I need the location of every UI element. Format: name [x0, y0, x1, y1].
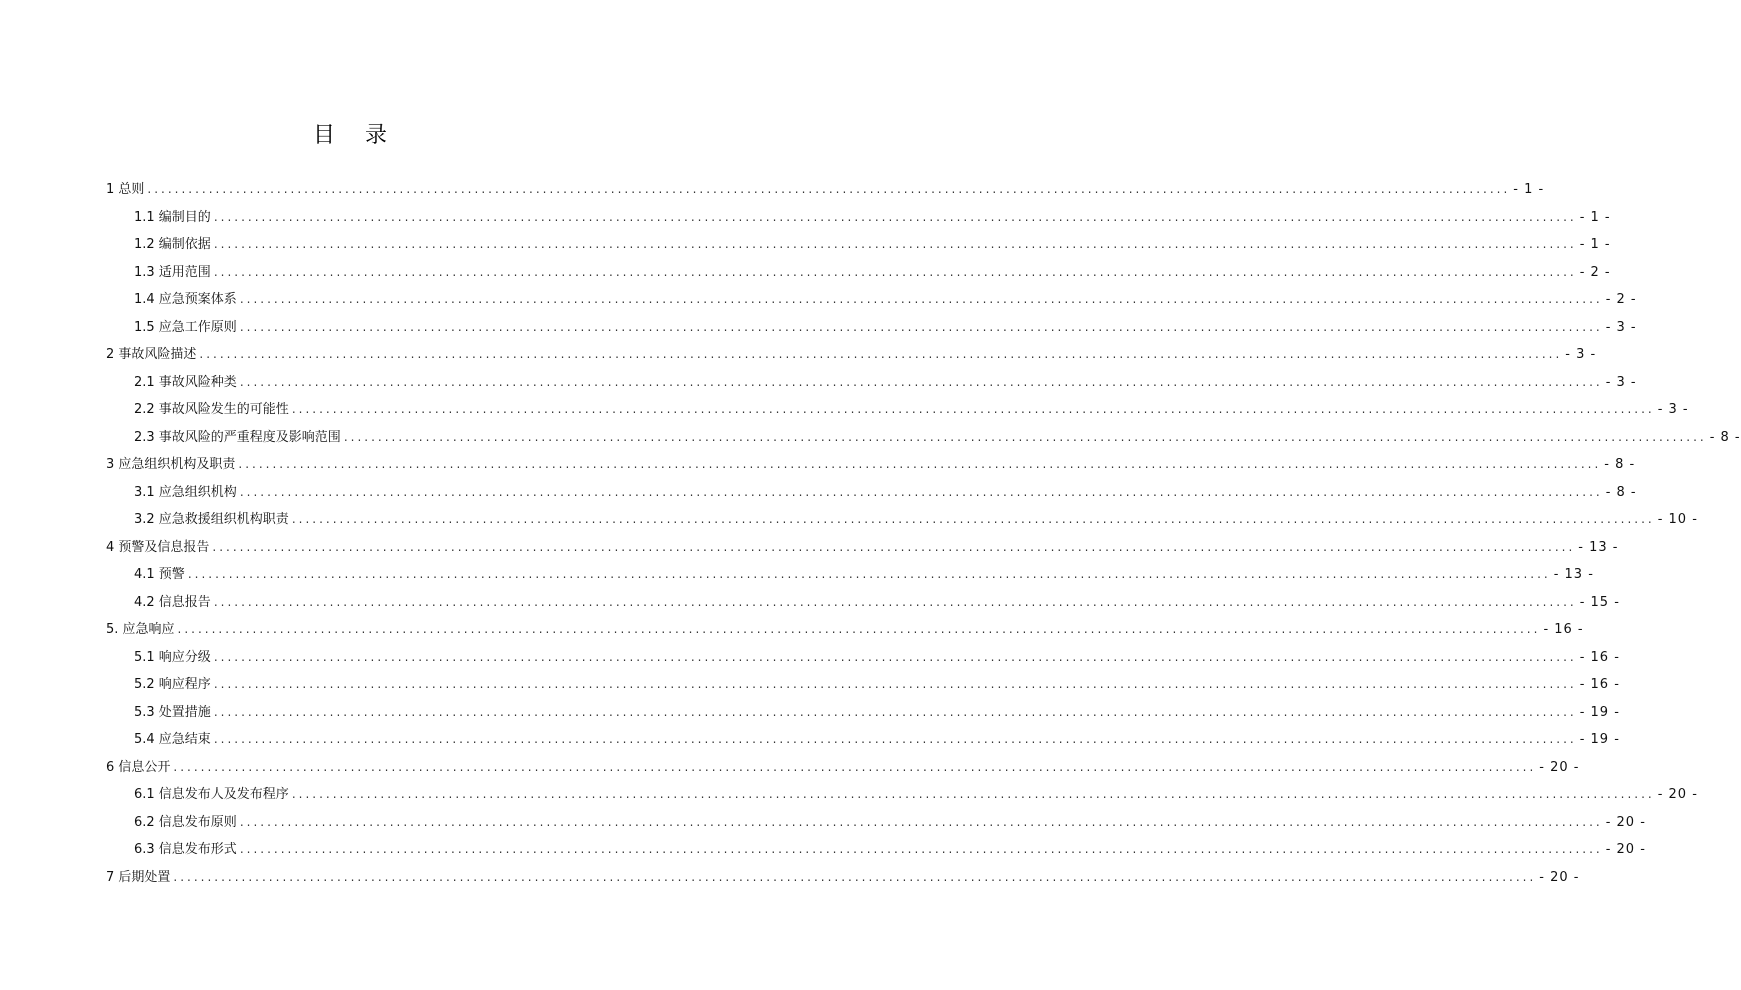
toc-dot-leader: ........................................................................................................................................................................................................	[239, 374, 1603, 389]
toc-dot-leader: ........................................................................................................................................................................................................	[239, 814, 1603, 829]
toc-entry-label: 5.1 响应分级	[134, 649, 211, 665]
toc-entry-label: 5.2 响应程序	[134, 677, 211, 692]
toc-page-number: - 20 -	[1539, 759, 1580, 775]
toc-page-number: - 20 -	[1605, 814, 1646, 830]
toc-entry-label: 5. 应急响应	[106, 622, 175, 637]
toc-entry-label: 1.4 应急预案体系	[134, 292, 237, 307]
toc-entry-label: 5.3 处置措施	[134, 704, 211, 720]
toc-dot-leader: ........................................................................................................................................................................................................	[343, 429, 1707, 444]
toc-page-number: - 3 -	[1565, 347, 1597, 362]
toc-entry[interactable]	[106, 231, 1611, 259]
toc-dot-leader: ........................................................................................................................................................................................................	[213, 704, 1577, 719]
toc-entry[interactable]	[106, 341, 1597, 369]
toc-dot-leader: ........................................................................................................................................................................................................	[239, 319, 1603, 334]
toc-page-number: - 1 -	[1579, 209, 1611, 225]
page-title: 目录	[312, 123, 417, 148]
toc-dot-leader: ........................................................................................................................................................................................................	[213, 264, 1577, 279]
toc-entry-label: 4.2 信息报告	[134, 594, 211, 610]
toc-dot-leader: ........................................................................................................................................................................................................	[187, 567, 1551, 581]
toc-dot-leader: ........................................................................................................................................................................................................	[213, 677, 1577, 691]
toc-page-number: - 20 -	[1605, 842, 1646, 857]
toc-entry-label: 2.1 事故风险种类	[134, 374, 237, 390]
toc-dot-leader: ........................................................................................................................................................................................................	[199, 347, 1563, 361]
toc-page-number: - 1 -	[1513, 182, 1545, 197]
toc-page-number: - 8 -	[1709, 429, 1741, 445]
toc-dot-leader: ........................................................................................................................................................................................................	[173, 759, 1537, 774]
toc-dot-leader: ........................................................................................................................................................................................................	[213, 209, 1577, 224]
toc-entry[interactable]	[106, 424, 1741, 452]
toc-page-number: - 1 -	[1579, 237, 1611, 252]
toc-dot-leader: ........................................................................................................................................................................................................	[213, 649, 1577, 664]
toc-page-number: - 13 -	[1553, 567, 1594, 582]
toc-page-number: - 20 -	[1657, 787, 1698, 802]
toc-page-number: - 8 -	[1605, 484, 1637, 500]
toc-page-number: - 15 -	[1579, 594, 1620, 610]
toc-dot-leader: ........................................................................................................................................................................................................	[212, 539, 1576, 554]
toc-dot-leader: ........................................................................................................................................................................................................	[238, 457, 1602, 471]
toc-dot-leader: ........................................................................................................................................................................................................	[239, 842, 1603, 856]
toc-entry[interactable]	[106, 781, 1698, 809]
toc-entry-label: 4 预警及信息报告	[106, 539, 210, 555]
toc-entry-label: 6.2 信息发布原则	[134, 814, 237, 830]
toc-dot-leader: ........................................................................................................................................................................................................	[239, 484, 1603, 499]
toc-entry[interactable]	[106, 479, 1637, 507]
toc-entry[interactable]	[106, 506, 1698, 534]
toc-entry[interactable]	[106, 286, 1637, 314]
toc-entry[interactable]	[106, 396, 1689, 424]
toc-dot-leader: ........................................................................................................................................................................................................	[173, 869, 1537, 884]
toc-entry[interactable]	[106, 616, 1584, 644]
toc-dot-leader: ........................................................................................................................................................................................................	[177, 622, 1541, 636]
toc-entry[interactable]	[106, 534, 1619, 562]
toc-entry[interactable]	[106, 589, 1620, 617]
toc-entry[interactable]	[106, 176, 1545, 204]
toc-entry-label: 2 事故风险描述	[106, 347, 197, 362]
toc-entry-label: 1 总则	[106, 182, 145, 197]
toc-page-number: - 16 -	[1543, 622, 1584, 637]
toc-entry-label: 3.1 应急组织机构	[134, 484, 237, 500]
toc-entry-label: 2.2 事故风险发生的可能性	[134, 402, 289, 417]
toc-dot-leader: ........................................................................................................................................................................................................	[291, 787, 1655, 801]
toc-entry[interactable]	[106, 671, 1620, 699]
toc-dot-leader: ........................................................................................................................................................................................................	[239, 292, 1603, 306]
toc-entry-label: 6 信息公开	[106, 759, 171, 775]
toc-page-number: - 13 -	[1578, 539, 1619, 555]
toc-entry[interactable]	[106, 809, 1646, 837]
toc-entry-label: 1.3 适用范围	[134, 264, 211, 280]
toc-entry-label: 7 后期处置	[106, 869, 171, 885]
toc-page-number: - 3 -	[1657, 402, 1689, 417]
toc-entry[interactable]	[106, 204, 1611, 232]
toc-page-number: - 16 -	[1579, 649, 1620, 665]
toc-page-number: - 19 -	[1579, 704, 1620, 720]
toc-dot-leader: ........................................................................................................................................................................................................	[213, 594, 1577, 609]
toc-page-number: - 3 -	[1605, 374, 1637, 390]
toc-entry-label: 6.3 信息发布形式	[134, 842, 237, 857]
toc-page-number: - 10 -	[1657, 512, 1698, 527]
toc-page-number: - 8 -	[1604, 457, 1636, 472]
toc-entry[interactable]	[106, 836, 1646, 864]
toc-entry[interactable]	[106, 259, 1611, 287]
toc-page-number: - 2 -	[1605, 292, 1637, 307]
toc-entry[interactable]	[106, 561, 1594, 589]
toc-entry[interactable]	[106, 314, 1637, 342]
toc-page-number: - 19 -	[1579, 732, 1620, 747]
toc-entry[interactable]	[106, 864, 1580, 892]
toc-dot-leader: ........................................................................................................................................................................................................	[291, 402, 1655, 416]
toc-entry[interactable]	[106, 451, 1636, 479]
toc-entry-label: 4.1 预警	[134, 567, 185, 582]
toc-page-number: - 20 -	[1539, 869, 1580, 885]
toc-entry-label: 1.1 编制目的	[134, 209, 211, 225]
toc-entry[interactable]	[106, 644, 1620, 672]
toc-entry-label: 1.5 应急工作原则	[134, 319, 237, 335]
toc-dot-leader: ........................................................................................................................................................................................................	[213, 732, 1577, 746]
toc-entry[interactable]	[106, 699, 1620, 727]
toc-entry[interactable]	[106, 369, 1637, 397]
toc-entry-label: 1.2 编制依据	[134, 237, 211, 252]
toc-dot-leader: ........................................................................................................................................................................................................	[147, 182, 1511, 196]
toc-page-number: - 2 -	[1579, 264, 1611, 280]
toc-entry-label: 2.3 事故风险的严重程度及影响范围	[134, 429, 341, 445]
toc-entry-label: 3 应急组织机构及职责	[106, 457, 236, 472]
toc-entry-label: 3.2 应急救援组织机构职责	[134, 512, 289, 527]
toc-dot-leader: ........................................................................................................................................................................................................	[213, 237, 1577, 251]
toc-page-number: - 16 -	[1579, 677, 1620, 692]
toc-page-number: - 3 -	[1605, 319, 1637, 335]
toc-entry[interactable]	[106, 726, 1620, 754]
toc-entry-label: 6.1 信息发布人及发布程序	[134, 787, 289, 802]
table-of-contents	[106, 176, 1741, 891]
toc-entry-label: 5.4 应急结束	[134, 732, 211, 747]
toc-dot-leader: ........................................................................................................................................................................................................	[291, 512, 1655, 526]
toc-entry[interactable]	[106, 754, 1580, 782]
